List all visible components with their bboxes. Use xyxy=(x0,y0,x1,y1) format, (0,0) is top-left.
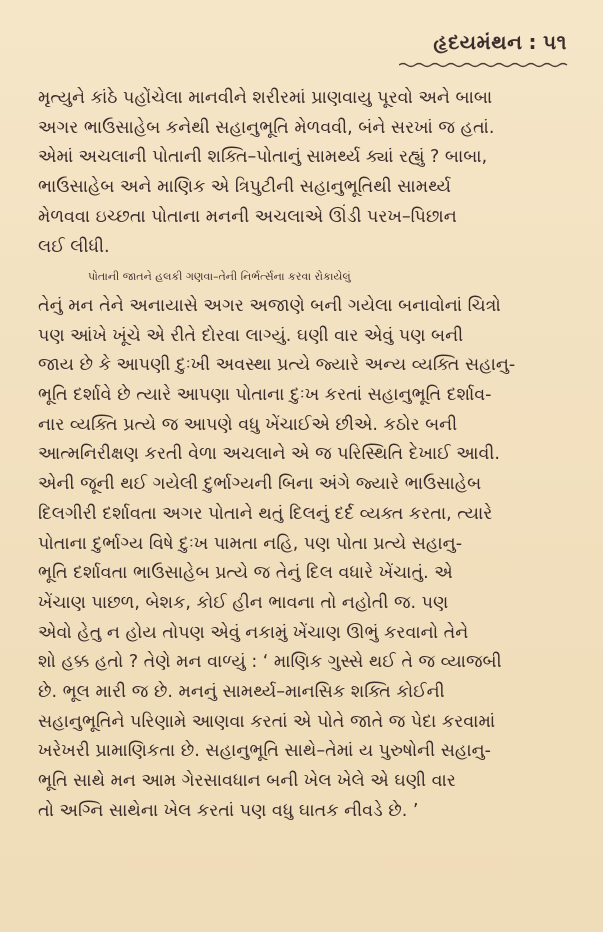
paragraph-2 xyxy=(38,262,568,826)
text-line: ખરેખરી પ્રામાણિકતા છે. સહાનુભૂતિ સાથે–તેમાં ય પુરુષોની સહાનુ- xyxy=(38,741,491,762)
body-text xyxy=(38,84,568,827)
page-number: ૫૧ xyxy=(543,30,567,54)
text-line: ખેંચાણ પાછળ, બેશક, કોઈ હીન ભાવના તો નહોતી જ. પણ xyxy=(38,592,449,613)
header-ornament-rule xyxy=(399,62,569,68)
header-separator: : xyxy=(528,30,538,54)
text-line: ભાઉસાહેબ અને માણિક એ ત્રિપુટીની સહાનુભૂતિથી સામર્થ્ય xyxy=(38,177,452,198)
text-line: આત્મનિરીક્ષણ કરતી વેળા અચલાને એ જ પરિસ્થિતિ દેખાઈ આવી. xyxy=(38,444,500,465)
text-line: ભૂતિ દર્શાવતા ભાઉસાહેબ પ્રત્યે જ તેનું દિલ વધારે ખેંચાતું. એ xyxy=(38,563,453,584)
text-line: ભૂતિ દર્શાવે છે ત્યારે આપણા પોતાના દુઃખ કરતાં સહાનુભૂતિ દર્શાવ- xyxy=(38,385,492,406)
text-line: અગર ભાઉસાહેબ કનેથી સહાનુભૂતિ મેળવવી, બંને સરખાં જ હતાં. xyxy=(38,117,495,138)
text-line: એમાં અચલાની પોતાની શક્તિ–પોતાનું સામર્થ્ય ક્યાં રહ્યું ? બાબા, xyxy=(38,147,488,168)
text-line: એવો હેતુ ન હોય તોપણ એવું નકામું ખેંચાણ ઊભું કરવાનો તેને xyxy=(38,622,469,643)
text-line: જાય છે કે આપણી દુઃખી અવસ્થા પ્રત્યે જ્યારે અન્ય વ્યક્તિ સહાનુ- xyxy=(38,355,516,376)
text-line: નાર વ્યક્તિ પ્રત્યે જ આપણે વધુ ખેંચાઈએ છીએ. કઠોર બની xyxy=(38,414,458,435)
text-line: મૃત્યુને કાંઠે પહોંચેલા માનવીને શરીરમાં પ્રાણવાયુ પૂરવો અને બાબા xyxy=(38,88,493,108)
text-line: તો અગ્નિ સાથેના ખેલ કરતાં પણ વધુ ઘાતક નીવડે છે. ’ xyxy=(38,800,419,821)
text-line: દિલગીરી દર્શાવતા અગર પોતાને થતું દિલનું દર્દ વ્યક્ત કરતા, ત્યારે xyxy=(38,503,493,524)
text-line: મેળવવા ઇચ્છતા પોતાના મનની અચલાએ ઊંડી પરખ–પિછાન xyxy=(38,206,457,227)
text-line: શો હક્ક હતો ? તેણે મન વાળ્યું : ‘ માણિક ગુસ્સે થઈ તે જ વ્યાજબી xyxy=(38,652,502,673)
text-line: એની જૂની થઈ ગયેલી દુર્ભાગ્યની બિના અંગે જ્યારે ભાઉસાહેબ xyxy=(38,474,482,495)
running-header xyxy=(433,30,567,54)
text-line: લઈ લીધી. xyxy=(38,236,110,257)
text-line: તેનું મન તેને અનાયાસે અગર અજાણે બની ગયેલા બનાવોનાં ચિત્રો xyxy=(38,295,501,316)
text-line: સહાનુભૂતિને પરિણામે આણવા કરતાં એ પોતે જાતે જ પેદા કરવામાં xyxy=(38,711,496,732)
text-line: ભૂતિ સાથે મન આમ ગેરસાવધાન બની ખેલ ખેલે એ ઘણી વાર xyxy=(38,771,456,792)
text-line: છે. ભૂલ મારી જ છે. મનનું સામર્થ્ય–માનસિક શક્તિ કોઈની xyxy=(38,682,445,703)
text-line: પોતાના દુર્ભાગ્ય વિષે દુઃખ પામતા નહિ, પણ પોતા પ્રત્યે સહાનુ- xyxy=(38,533,463,554)
text-line: પણ આંખે ખૂંચે એ રીતે દોરવા લાગ્યું. ઘણી વાર એવું પણ બની xyxy=(38,325,464,346)
header-title: હૃદયમંથન xyxy=(433,30,523,54)
paragraph-1 xyxy=(38,84,568,262)
text-line: પોતાની જાતને હલકી ગણવા–તેની નિર્ભર્ત્સના કરવા રોકાયેલું xyxy=(88,270,351,284)
